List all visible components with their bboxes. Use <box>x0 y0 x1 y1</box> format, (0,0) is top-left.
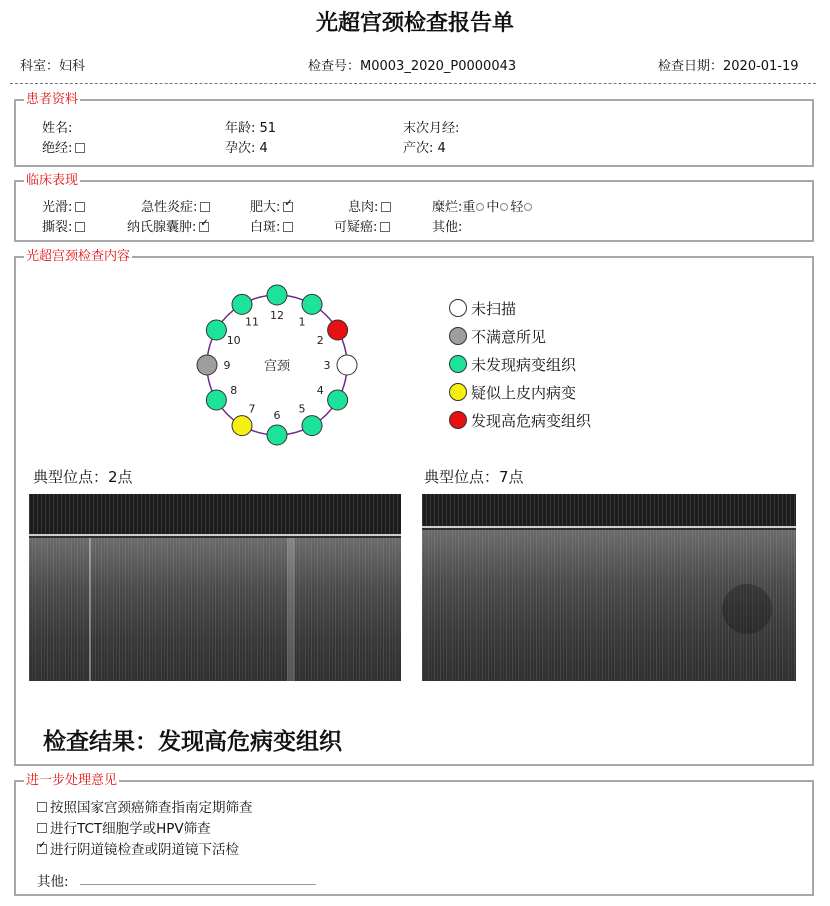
erosion-label: 糜烂: <box>432 200 463 215</box>
clock-dot-7 <box>232 416 252 436</box>
gravida-field <box>225 137 268 156</box>
followup-checkbox-1[interactable] <box>37 802 47 812</box>
department-label: 科室： <box>20 59 60 74</box>
clock-dot-9 <box>197 355 217 375</box>
clock-number: 5 <box>298 402 306 416</box>
clock-number: 6 <box>273 409 281 422</box>
legend-swatch <box>449 355 467 373</box>
followup-checkbox-2[interactable] <box>37 823 47 833</box>
legend-swatch <box>449 383 467 401</box>
other-label: 其他: <box>432 220 463 235</box>
oct-image-position-7 <box>422 494 796 681</box>
exam-result: 检查结果：发现高危病变组织 <box>43 729 342 755</box>
clock-number: 12 <box>270 309 284 322</box>
legend-swatch <box>449 299 467 317</box>
nabothian-field <box>127 216 209 235</box>
leukoplakia-label: 白斑: <box>250 220 281 235</box>
leukoplakia-checkbox[interactable] <box>283 222 293 232</box>
followup-other-label: 其他: <box>37 874 69 890</box>
followup-item <box>37 817 211 837</box>
legend-item-normal <box>449 354 576 375</box>
suspicious-label: 可疑癌: <box>334 220 378 235</box>
report-title: 光超宫颈检查报告单 <box>315 11 514 36</box>
hypertrophy-checkbox[interactable] <box>283 202 293 212</box>
age-field <box>225 117 276 136</box>
legend-label: 不满意所见 <box>471 328 547 346</box>
clock-number: 7 <box>248 402 256 416</box>
erosion-mid-label: 中 <box>486 200 500 215</box>
hypertrophy-label: 肥大: <box>250 200 281 215</box>
clock-number: 10 <box>226 334 241 347</box>
legend-label: 未发现病变组织 <box>471 356 577 374</box>
nabothian-checkbox[interactable] <box>199 222 209 232</box>
clock-number: 2 <box>316 334 324 347</box>
clock-number: 3 <box>323 359 331 372</box>
followup-legend: 进一步处理意见 <box>26 773 118 788</box>
laceration-label: 撕裂: <box>42 220 73 235</box>
patient-info-legend: 患者资料 <box>26 92 79 107</box>
clock-number: 11 <box>245 315 259 329</box>
clock-dot-2 <box>328 320 348 340</box>
hypertrophy-field <box>250 196 293 215</box>
menopause-checkbox[interactable] <box>75 143 85 153</box>
erosion-light-radio[interactable] <box>524 203 532 211</box>
acute-field <box>141 196 210 215</box>
leukoplakia-field <box>250 216 293 235</box>
age-value: 51 <box>259 121 277 136</box>
para-label: 产次: <box>403 141 434 156</box>
polyp-checkbox[interactable] <box>381 202 391 212</box>
smooth-field <box>42 196 85 215</box>
clock-number: 4 <box>316 384 324 397</box>
exam-number-label: 检查号： <box>308 59 361 74</box>
clock-dot-6 <box>267 425 287 445</box>
clock-dot-4 <box>328 390 348 410</box>
followup-item <box>37 838 239 858</box>
erosion-light-label: 轻 <box>510 200 524 215</box>
followup-item-label: 进行阴道镜检查或阴道镜下活检 <box>50 842 239 858</box>
name-label: 姓名: <box>42 121 73 136</box>
clinical-legend: 临床表现 <box>26 173 79 188</box>
smooth-checkbox[interactable] <box>75 202 85 212</box>
clock-number: 9 <box>223 359 231 372</box>
oct-image-position-2 <box>29 494 401 681</box>
clock-dot-10 <box>206 320 226 340</box>
clock-dot-8 <box>206 390 226 410</box>
erosion-heavy-radio[interactable] <box>476 203 484 211</box>
age-label: 年龄: <box>225 121 256 136</box>
polyp-label: 息肉: <box>348 200 379 215</box>
exam-number-value: M0003_2020_P0000043 <box>360 59 517 74</box>
acute-label: 急性炎症: <box>141 200 198 215</box>
suspicious-checkbox[interactable] <box>380 222 390 232</box>
legend-label: 未扫描 <box>471 300 517 318</box>
cervix-clock-diagram <box>180 268 380 458</box>
legend-item-unscanned <box>449 298 516 319</box>
erosion-field <box>432 196 534 215</box>
legend-swatch <box>449 327 467 345</box>
exam-date <box>658 55 799 74</box>
exam-date-value: 2020-01-19 <box>723 59 799 74</box>
menopause-label: 绝经: <box>42 141 73 156</box>
para-field <box>403 137 446 156</box>
left-image-caption: 典型位点：2点 <box>33 468 133 486</box>
clock-dot-12 <box>267 285 287 305</box>
legend-item-high-risk <box>449 410 591 431</box>
menopause-field <box>42 137 85 156</box>
exam-date-label: 检查日期： <box>658 59 724 74</box>
legend-label: 疑似上皮内病变 <box>471 384 577 402</box>
lmp-label: 末次月经: <box>403 121 460 136</box>
department-value: 妇科 <box>59 59 86 74</box>
department <box>20 55 85 74</box>
legend-item-suspicious <box>449 382 576 403</box>
erosion-heavy-label: 重 <box>462 200 476 215</box>
clock-number: 8 <box>230 384 238 397</box>
exam-number <box>308 55 516 74</box>
clock-dot-3 <box>337 355 357 375</box>
followup-other-input[interactable] <box>80 884 316 885</box>
clock-dot-1 <box>302 294 322 314</box>
para-value: 4 <box>437 141 446 156</box>
clock-dot-11 <box>232 294 252 314</box>
erosion-mid-radio[interactable] <box>500 203 508 211</box>
legend-swatch <box>449 411 467 429</box>
legend-item-unsatisfactory <box>449 326 546 347</box>
legend-label: 发现高危病变组织 <box>471 412 592 430</box>
polyp-field <box>348 196 391 215</box>
header-divider <box>10 83 816 84</box>
gravida-value: 4 <box>259 141 268 156</box>
smooth-label: 光滑: <box>42 200 73 215</box>
clock-center-label: 宫颈 <box>263 359 291 374</box>
laceration-checkbox[interactable] <box>75 222 85 232</box>
followup-item-label: 按照国家宫颈癌筛查指南定期筛查 <box>50 800 253 816</box>
right-image-caption: 典型位点：7点 <box>424 468 524 486</box>
gravida-label: 孕次: <box>225 141 256 156</box>
followup-item <box>37 796 253 816</box>
nabothian-label: 纳氏腺囊肿: <box>127 220 197 235</box>
clock-number: 1 <box>298 315 306 329</box>
followup-item-label: 进行TCT细胞学或HPV筛查 <box>50 821 211 837</box>
laceration-field <box>42 216 85 235</box>
clock-dot-5 <box>302 416 322 436</box>
acute-checkbox[interactable] <box>200 202 210 212</box>
exam-legend: 光超宫颈检查内容 <box>26 249 131 264</box>
suspicious-field <box>334 216 390 235</box>
followup-checkbox-3[interactable] <box>37 844 47 854</box>
